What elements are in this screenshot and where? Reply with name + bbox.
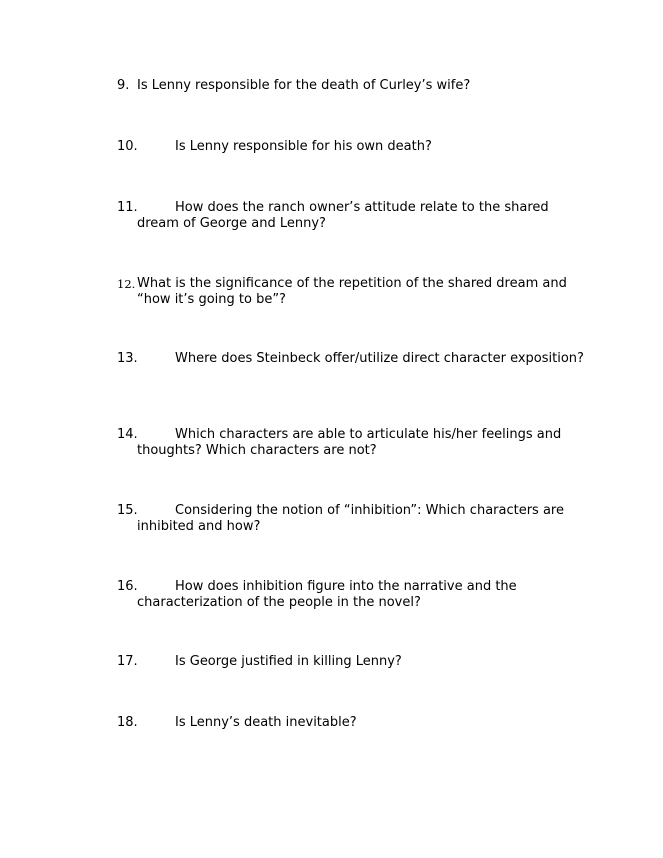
question-text: Is Lenny responsible for the death of Curley’s wife? (137, 78, 471, 93)
question-text: Is George justified in killing Lenny? (175, 654, 402, 669)
question-text: How does the ranch owner’s attitude relate to the shared dream of George and Lenny? (137, 200, 549, 231)
question-15 (117, 503, 587, 535)
question-number: 14. (117, 427, 138, 442)
question-number: 9. (117, 78, 130, 93)
question-18 (117, 715, 587, 731)
question-text: Considering the notion of “inhibition”: Which characters are inhibited and how? (137, 503, 564, 534)
question-17 (117, 654, 587, 670)
question-text: Is Lenny’s death inevitable? (175, 715, 357, 730)
question-16 (117, 579, 587, 611)
question-number: 11. (117, 200, 138, 215)
question-13 (117, 351, 587, 367)
question-number: 18. (117, 715, 138, 730)
question-text: Where does Steinbeck offer/utilize direct character exposition? (175, 351, 584, 366)
question-text: Which characters are able to articulate his/her feelings and thoughts? Which characters are not? (137, 427, 562, 458)
question-text: Is Lenny responsible for his own death? (175, 139, 432, 154)
question-9 (117, 78, 587, 94)
question-number: 10. (117, 139, 138, 154)
question-number: 17. (117, 654, 138, 669)
question-14 (117, 427, 587, 459)
question-number: 15. (117, 503, 138, 518)
question-text: How does inhibition figure into the narrative and the characterization of the people in the novel? (137, 579, 517, 610)
question-text: What is the significance of the repetition of the shared dream and “how it’s going to be”? (137, 276, 567, 307)
question-number: 16. (117, 579, 138, 594)
question-12 (117, 276, 587, 308)
question-number: 12. (117, 277, 136, 291)
question-number: 13. (117, 351, 138, 366)
question-11 (117, 200, 587, 232)
question-10 (117, 139, 587, 155)
